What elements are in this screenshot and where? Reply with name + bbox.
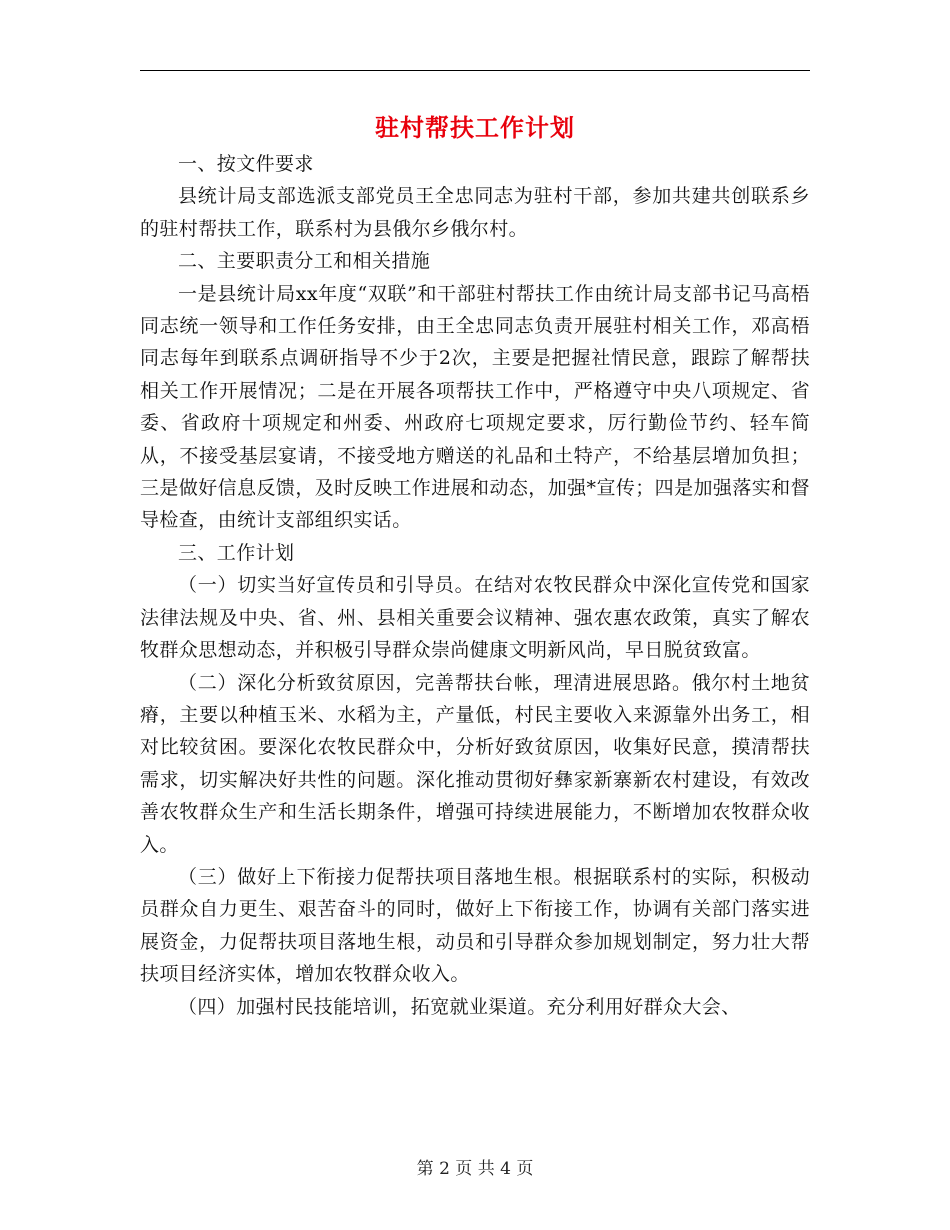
page-number: 第 2 页 共 4 页 (416, 1159, 534, 1179)
body-paragraph-2: 一是县统计局xx年度“双联”和干部驻村帮扶工作由统计局支部书记马高梧同志统一领导和工作任务安排，由王全忠同志负责开展驻村相关工作，邓高梧同志每年到联系点调研指导不少于2次，主要是把握社情民意，跟踪了解帮扶相关工作开展情况；二是在开展各项帮扶工作中，严格遵守中央八项规定、省委、省政府十项规定和州委、州政府七项规定要求，厉行勤俭节约、轻车简从，不接受基层宴请，不接受地方赠送的礼品和土特产，不给基层增加负担；三是做好信息反馈，及时反映工作进展和动态，加强*宣传；四是加强落实和督导检查，由统计支部组织实话。 (140, 282, 810, 532)
plan-item-3: （三）做好上下衔接力促帮扶项目落地生根。根据联系村的实际，积极动员群众自力更生、艰苦奋斗的同时，做好上下衔接工作，协调有关部门落实进展资金，力促帮扶项目落地生根，动员和引导群众参加规划制定，努力壮大帮扶项目经济实体，增加农牧群众收入。 (140, 865, 810, 986)
plan-item-4: （四）加强村民技能培训，拓宽就业渠道。充分利用好群众大会、 (178, 995, 741, 1018)
body-paragraph-1: 县统计局支部选派支部党员王全忠同志为驻村干部，参加共建共创联系乡的驻村帮扶工作，联系村为县俄尔乡俄尔村。 (140, 185, 810, 240)
section-heading-2: 二、主要职责分工和相关措施 (178, 250, 431, 273)
document-body (140, 148, 810, 1023)
plan-item-1: （一）切实当好宣传员和引导员。在结对农牧民群众中深化宣传党和国家法律法规及中央、省、州、县相关重要会议精神、强农惠农政策，真实了解农牧群众思想动态，并积极引导群众崇尚健康文明新风尚，早日脱贫致富。 (140, 574, 810, 662)
section-heading-1: 一、按文件要求 (178, 153, 314, 175)
plan-item-2: （二）深化分析致贫原因，完善帮扶台帐，理清进展思路。俄尔村土地贫瘠，主要以种植玉米、水稻为主，产量低，村民主要收入来源靠外出务工，相对比较贫困。要深化农牧民群众中，分析好致贫原因，收集好民意，摸清帮扶需求，切实解决好共性的问题。深化推动贯彻好彝家新寨新农村建设，有效改善农牧群众生产和生活长期条件，增强可持续进展能力，不断增加农牧群众收入。 (140, 671, 810, 856)
header-rule (140, 70, 810, 71)
document-title: 驻村帮扶工作计划 (375, 113, 575, 142)
section-heading-3: 三、工作计划 (178, 541, 295, 564)
